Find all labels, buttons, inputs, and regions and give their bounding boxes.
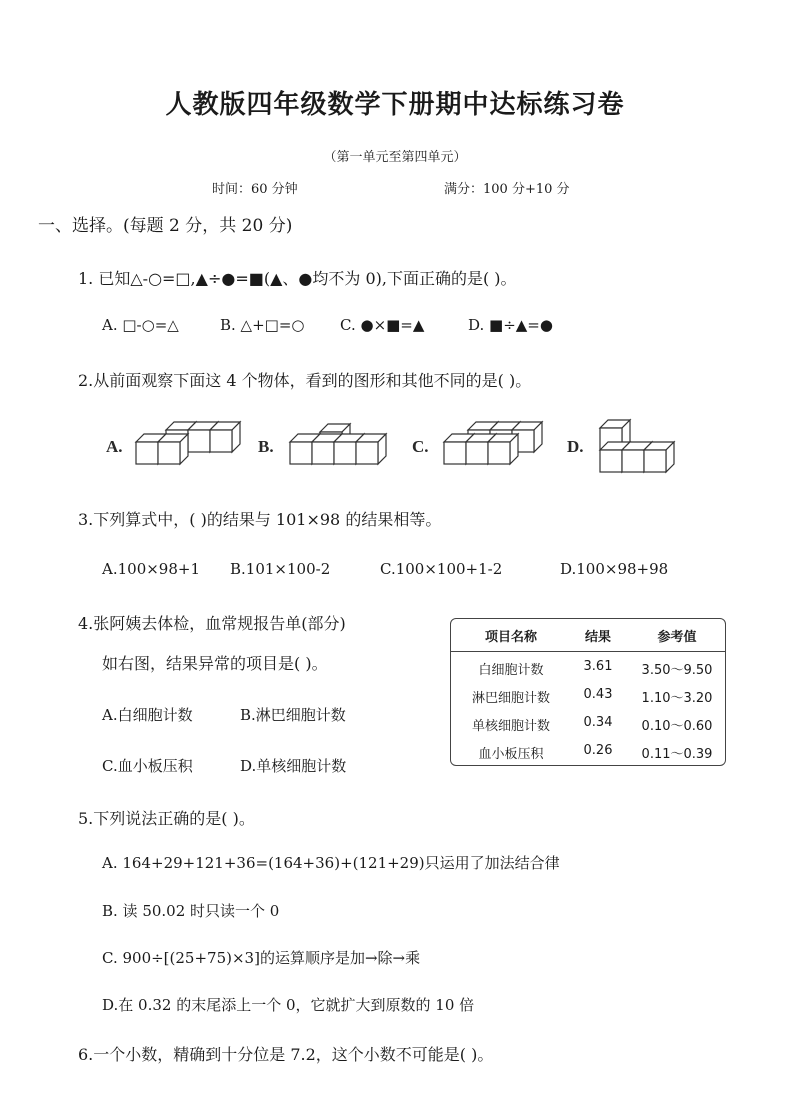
question-3-option-b: B.101×100-2: [230, 560, 331, 578]
question-2-label-a: A.: [106, 437, 123, 456]
table-row: [451, 737, 725, 765]
question-5-option-d: D.在 0.32 的末尾添上一个 0，它就扩大到原数的 10 倍: [102, 996, 475, 1014]
blood-report-table: [450, 618, 726, 766]
question-1-option-b: B. △+□=○: [220, 316, 305, 334]
question-1-option-d: D. ■÷▲=●: [468, 316, 553, 334]
row-item-name: 血小板压积: [478, 747, 544, 762]
row-item-name: 白细胞计数: [478, 663, 544, 678]
question-1-option-a: A. □-○=△: [102, 316, 179, 334]
question-3-option-a: A.100×98+1: [102, 560, 200, 578]
header-reference: 参考值: [657, 630, 697, 645]
row-reference: 0.10～0.60: [641, 719, 713, 734]
row-reference: 3.50～9.50: [641, 663, 713, 678]
question-3-option-c: C.100×100+1-2: [380, 560, 503, 578]
row-result: 0.43: [583, 687, 613, 702]
figure-c-cube-stack-icon: [438, 420, 538, 470]
question-4-option-c: C.血小板压积: [102, 757, 193, 775]
question-4-option-a: A.白细胞计数: [102, 706, 193, 724]
question-1-stem-part1: 1. 已知△-○=□,: [78, 269, 196, 288]
question-5-option-a: A. 164+29+121+36=(164+36)+(121+29)只运用了加法结合律: [102, 854, 560, 872]
page-subtitle: （第一单元至第四单元）: [323, 150, 467, 165]
question-4-option-d: D.单核细胞计数: [240, 757, 347, 775]
row-item-name: 淋巴细胞计数: [471, 691, 550, 706]
figure-a-cube-stack-icon: [130, 420, 230, 470]
time-limit: 时间：60 分钟: [212, 182, 298, 197]
question-3-stem: 3.下列算式中，( )的结果与 101×98 的结果相等。: [78, 510, 442, 529]
question-1: [78, 266, 517, 289]
row-item-name: 单核细胞计数: [471, 719, 550, 734]
row-reference: 0.11～0.39: [641, 747, 713, 762]
row-result: 0.26: [583, 743, 613, 758]
question-6-stem: 6.一个小数，精确到十分位是 7.2，这个小数不可能是( )。: [78, 1045, 494, 1064]
header-item-name: 项目名称: [484, 630, 537, 645]
question-5-stem: 5.下列说法正确的是( )。: [78, 809, 255, 828]
table-header: [451, 619, 725, 652]
question-4-stem-line2: 如右图，结果异常的项目是( )。: [102, 654, 328, 673]
row-result: 0.34: [583, 715, 613, 730]
section-heading: 一、选择。(每题 2 分，共 20 分): [38, 216, 293, 236]
row-result: 3.61: [583, 659, 613, 674]
question-1-option-c: C. ●×■=▲: [340, 316, 425, 334]
figure-d-cube-stack-icon: [594, 418, 694, 472]
header-result: 结果: [584, 630, 611, 645]
table-row: [451, 653, 725, 681]
question-2-stem: 2.从前面观察下面这 4 个物体，看到的图形和其他不同的是( )。: [78, 371, 532, 390]
figure-b-cube-stack-icon: [284, 420, 384, 470]
question-2-label-b: B.: [258, 437, 274, 456]
question-2-label-d: D.: [567, 437, 584, 456]
row-reference: 1.10～3.20: [641, 691, 713, 706]
question-5-option-c: C. 900÷[(25+75)×3]的运算顺序是加→除→乘: [102, 949, 421, 967]
question-3-option-d: D.100×98+98: [560, 560, 669, 578]
question-5-option-b: B. 读 50.02 时只读一个 0: [102, 902, 280, 920]
question-4-option-b: B.淋巴细胞计数: [240, 706, 346, 724]
question-4-stem-line1: 4.张阿姨去体检，血常规报告单(部分): [78, 614, 346, 633]
full-score: 满分：100 分+10 分: [444, 182, 570, 197]
table-row: [451, 709, 725, 737]
question-1-stem-part3: (▲、●均不为 0),下面正确的是( )。: [263, 269, 517, 288]
table-row: [451, 681, 725, 709]
page-title: 人教版四年级数学下册期中达标练习卷: [165, 90, 625, 120]
question-2-label-c: C.: [412, 437, 429, 456]
question-1-stem-part2: ▲÷●=■: [195, 269, 264, 288]
